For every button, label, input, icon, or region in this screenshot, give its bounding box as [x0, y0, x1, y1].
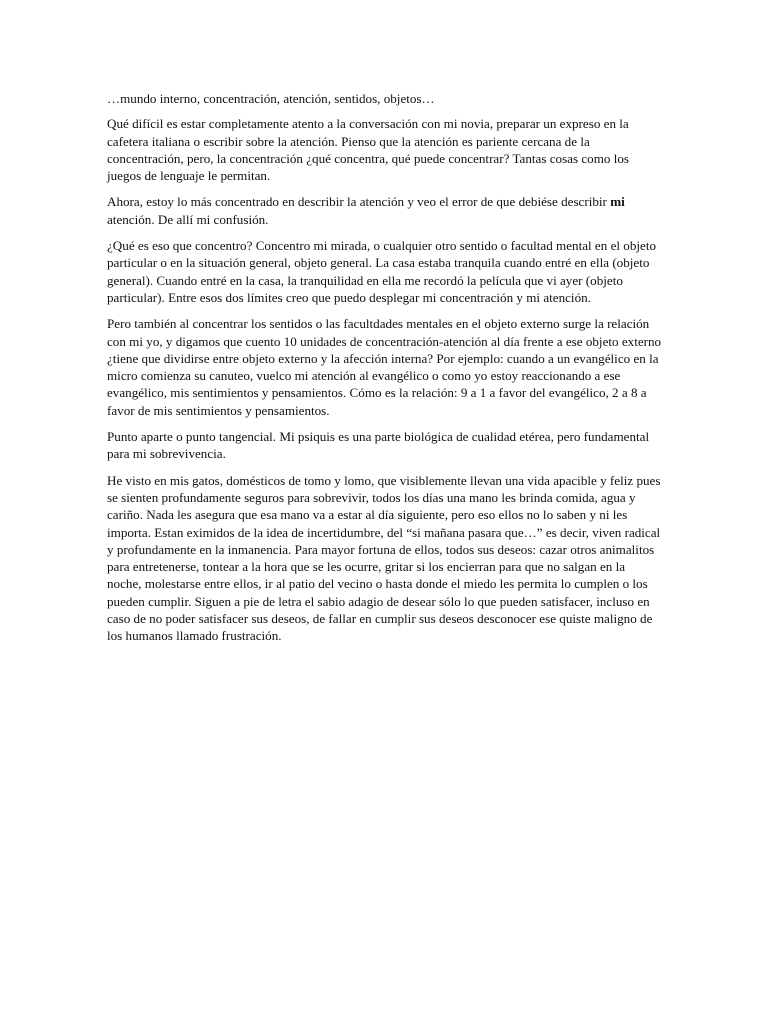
paragraph-2-text-before: Ahora, estoy lo más concentrado en describir la atención y veo el error de que debiése describir [107, 194, 611, 210]
paragraph-2 [107, 193, 662, 228]
paragraph-6: He visto en mis gatos, domésticos de tomo y lomo, que visiblemente llevan una vida apacible y feliz pues se sienten profundamente seguros para sobrevivir, todos los días una mano les brinda comida, agua y cariño. Nada les asegura que esa mano va a estar al día siguiente, pero eso ellos no lo saben y ni les importa. Estan eximidos de la idea de incertidumbre, del “si mañana pasara que…” es decir, viven radical y profundamente en la inmanencia. Para mayor fortuna de ellos, todos sus deseos: cazar otros animalitos para entretenerse, tontear a la hora que se les ocurre, gritar si los encierran para que no salgan en la noche, molestarse entre ellos, ir al patio del vecino o hasta donde el miedo les permita lo cumplen o los pueden cumplir. Siguen a pie de letra el sabio adagio de desear sólo lo que pueden satisfacer, incluso en caso de no poder satisfacer sus deseos, de fallar en cumplir sus deseos desconocer ese quiste maligno de los humanos llamado frustración. [107, 472, 661, 644]
paragraph-2-text-after: atención. De allí mi confusión. [107, 211, 269, 227]
intro-line: …mundo interno, concentración, atención, sentidos, objetos… [107, 91, 435, 106]
paragraph-5: Punto aparte o punto tangencial. Mi psiquis es una parte biológica de cualidad etérea, pero fundamental para mi sobrevivencia. [107, 429, 650, 462]
paragraph-2-bold-word: mi [610, 194, 625, 210]
document-page [107, 90, 662, 654]
paragraph-4: Pero también al concentrar los sentidos o las facultdades mentales en el objeto externo surge la relación con mi yo, y digamos que cuento 10 unidades de concentración-atención al día frente a ese objeto externo ¿tiene que dividirse entre objeto externo y la afección interna? Por ejemplo: cuando a un evangélico en la micro comienza su canuteo, vuelco mi atención al evangélico o como yo estoy reaccionando a ese evangélico, mis sentimientos y pensamientos. Cómo es la relación: 9 a 1 a favor del evangélico, 2 a 8 a favor de mis sentimientos y pensamientos. [107, 316, 662, 418]
paragraph-3: ¿Qué es eso que concentro? Concentro mi mirada, o cualquier otro sentido o facultad mental en el objeto particular o en la situación general, objeto general. La casa estaba tranquila cuando entré en ella (objeto general). Cuando entré en la casa, la tranquilidad en ella me recordó la película que vi ayer (objeto particular). Entre esos dos límites creo que puedo desplegar mi concentración y mi atención. [107, 238, 657, 305]
paragraph-1: Qué difícil es estar completamente atento a la conversación con mi novia, preparar un expreso en la cafetera italiana o escribir sobre la atención. Pienso que la atención es pariente cercana de la concentración, pero, la concentración ¿qué concentra, qué puede concentrar? Tantas cosas como los juegos de lenguaje le permitan. [107, 116, 629, 184]
